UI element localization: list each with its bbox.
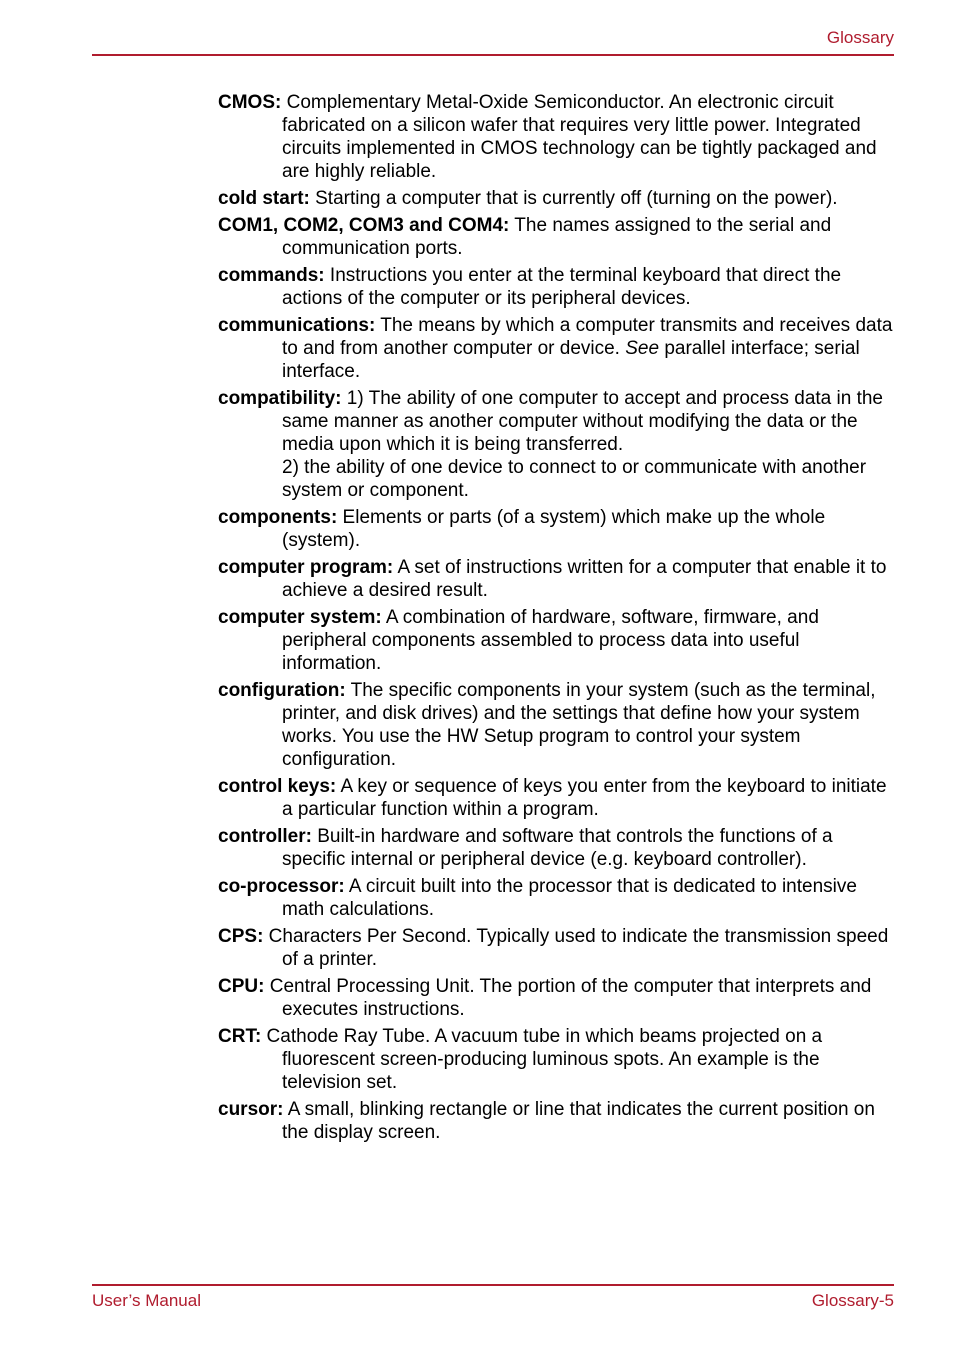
glossary-definition-second: 2) the ability of one device to connect to or communicate with another system or component. xyxy=(282,457,867,501)
glossary-term: compatibility: xyxy=(218,388,342,409)
glossary-entry xyxy=(218,775,894,821)
glossary-term: cursor: xyxy=(218,1099,284,1120)
glossary-term: computer program: xyxy=(218,557,394,578)
glossary-definition: Instructions you enter at the terminal keyboard that direct the actions of the computer or its peripheral devices. xyxy=(282,265,842,309)
see-reference: See xyxy=(625,338,660,359)
glossary-term: configuration: xyxy=(218,680,346,701)
glossary-entry xyxy=(218,1025,894,1094)
glossary-term: CRT: xyxy=(218,1026,262,1047)
glossary-term: CPS: xyxy=(218,926,264,947)
glossary-term: CPU: xyxy=(218,976,265,997)
glossary-entry xyxy=(218,264,894,310)
glossary-definition: Characters Per Second. Typically used to indicate the transmission speed of a printer. xyxy=(263,926,889,970)
footer-rule xyxy=(92,1284,894,1286)
glossary-entries xyxy=(218,91,894,1148)
glossary-entry xyxy=(218,556,894,602)
glossary-definition: Central Processing Unit. The portion of the computer that interprets and executes instructions. xyxy=(264,976,872,1020)
glossary-entry xyxy=(218,925,894,971)
glossary-definition: Cathode Ray Tube. A vacuum tube in which beams projected on a fluorescent screen-producing luminous spots. An example is the television set. xyxy=(261,1026,823,1093)
glossary-entry xyxy=(218,606,894,675)
glossary-entry xyxy=(218,214,894,260)
glossary-definition: A small, blinking rectangle or line that indicates the current position on the display screen. xyxy=(282,1099,875,1143)
glossary-term: cold start: xyxy=(218,188,310,209)
glossary-definition: The names assigned to the serial and communication ports. xyxy=(282,215,832,259)
glossary-term: COM1, COM2, COM3 and COM4: xyxy=(218,215,510,236)
glossary-entry xyxy=(218,825,894,871)
glossary-definition: A set of instructions written for a computer that enable it to achieve a desired result. xyxy=(282,557,887,601)
glossary-term: CMOS: xyxy=(218,92,282,113)
glossary-entry xyxy=(218,387,894,502)
glossary-definition: A key or sequence of keys you enter from the keyboard to initiate a particular function within a program. xyxy=(282,776,887,820)
glossary-definition: Built-in hardware and software that controls the functions of a specific internal or peripheral device (e.g. keyboard controller). xyxy=(282,826,833,870)
glossary-entry xyxy=(218,679,894,771)
glossary-definition: The means by which a computer transmits and receives data to and from another computer or device. xyxy=(282,315,893,359)
glossary-entry xyxy=(218,91,894,183)
glossary-definition: A combination of hardware, software, firmware, and peripheral components assembled to process data into useful information. xyxy=(282,607,819,674)
header-rule xyxy=(92,54,894,56)
glossary-definition: Complementary Metal-Oxide Semiconductor. An electronic circuit fabricated on a silicon wafer that requires very little power. Integrated circuits implemented in CMOS technology can be tightly packaged and are highly reliable. xyxy=(281,92,877,182)
glossary-definition-cont: parallel interface; serial interface. xyxy=(282,338,860,382)
glossary-definition: Elements or parts (of a system) which make up the whole (system). xyxy=(282,507,826,551)
page-section-title: Glossary xyxy=(826,28,894,47)
glossary-entry xyxy=(218,875,894,921)
glossary-definition: Starting a computer that is currently off (turning on the power). xyxy=(309,188,838,209)
page-number: Glossary-5 xyxy=(811,1291,894,1310)
glossary-term: computer system: xyxy=(218,607,382,628)
glossary-entry xyxy=(218,506,894,552)
glossary-definition: The specific components in your system (such as the terminal, printer, and disk drives) and the settings that define how your system works. You use the HW Setup program to control your system configuration. xyxy=(282,680,876,770)
glossary-term: co-processor: xyxy=(218,876,345,897)
glossary-term: commands: xyxy=(218,265,325,286)
glossary-definition: A circuit built into the processor that is dedicated to intensive math calculations. xyxy=(282,876,857,920)
glossary-definition: 1) The ability of one computer to accept and process data in the same manner as another computer without modifying the data or the media upon which it is being transferred. xyxy=(282,388,883,455)
glossary-entry xyxy=(218,975,894,1021)
glossary-entry xyxy=(218,1098,894,1144)
footer-manual-title: User’s Manual xyxy=(92,1291,201,1310)
glossary-term: components: xyxy=(218,507,338,528)
glossary-term: communications: xyxy=(218,315,376,336)
glossary-term: control keys: xyxy=(218,776,337,797)
glossary-term: controller: xyxy=(218,826,312,847)
glossary-entry xyxy=(218,187,894,210)
glossary-entry xyxy=(218,314,894,383)
